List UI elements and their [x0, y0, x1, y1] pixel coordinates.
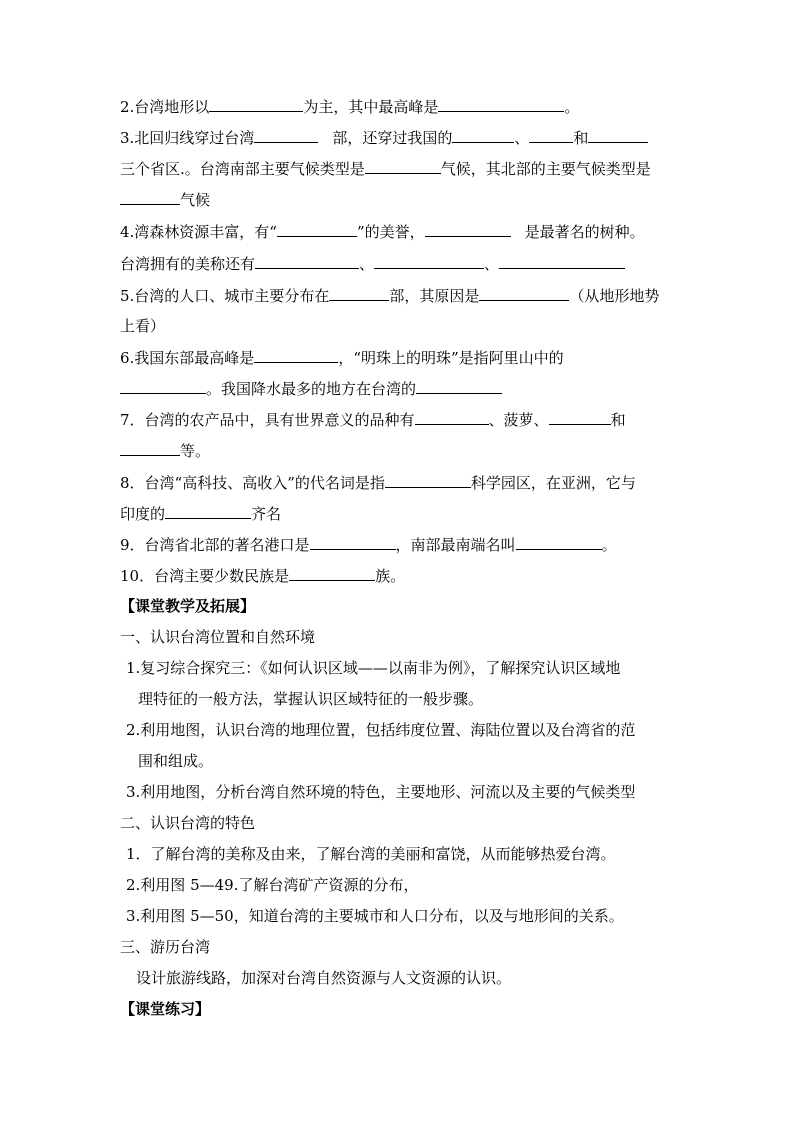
blank[interactable]: [289, 565, 375, 581]
blank[interactable]: [254, 127, 318, 143]
question-7-cont: 等。: [120, 440, 210, 461]
blank[interactable]: [310, 534, 396, 550]
question-6: 6.我国东部最高峰是 ，“明珠上的明珠”是指阿里山中的: [120, 349, 564, 367]
blank[interactable]: [479, 285, 569, 301]
question-10: 10．台湾主要少数民族是 族。: [120, 567, 406, 585]
blank[interactable]: [209, 96, 303, 112]
question-2: 2.台湾地形以 为主，其中最高峰是 。: [120, 98, 580, 116]
question-5: 5.台湾的人口、城市主要分布在 部，其原因是 （从地形地势: [120, 287, 660, 305]
blank[interactable]: [385, 472, 471, 488]
section-heading: 【课堂练习】: [120, 1000, 211, 1018]
list-item: 3.利用地图，分析台湾自然环境的特色，主要地形、河流以及主要的气候类型: [126, 783, 636, 801]
question-3-cont: 三个省区.。台湾南部主要气候类型是 气候，其北部的主要气候类型是: [120, 160, 651, 178]
list-item: 1.复习综合探究三：《如何认识区域——以南非为例》，了解探究认识区域地: [126, 659, 621, 677]
blank[interactable]: [499, 253, 625, 269]
blank[interactable]: [165, 503, 251, 519]
question-9: 9．台湾省北部的著名港口是 ，南部最南端名叫 。: [120, 536, 617, 554]
list-item: 2.利用地图，认识台湾的地理位置，包括纬度位置、海陆位置以及台湾省的范: [126, 721, 636, 739]
blank[interactable]: [415, 409, 489, 425]
blank[interactable]: [516, 534, 602, 550]
blank[interactable]: [452, 127, 514, 143]
blank[interactable]: [425, 221, 511, 237]
list-item-cont: 围和组成。: [138, 752, 214, 770]
question-8: 8．台湾“高科技、高收入”的代名词是指 科学园区，在亚洲，它与: [120, 474, 636, 492]
question-5-cont: 上看）: [120, 317, 166, 335]
section-heading: 【课堂教学及拓展】: [120, 597, 256, 615]
blank[interactable]: [416, 378, 502, 394]
blank[interactable]: [277, 221, 357, 237]
question-3-cont: 气候: [120, 189, 210, 210]
blank[interactable]: [329, 285, 389, 301]
question-7: 7．台湾的农产品中，具有世界意义的品种有 、菠萝、 和: [120, 411, 626, 429]
list-item-cont: 理特征的一般方法，掌握认识区域特征的一般步骤。: [138, 690, 484, 708]
question-6-cont: 。我国降水最多的地方在台湾的: [120, 378, 502, 399]
subsection-title: 一、认识台湾位置和自然环境: [120, 628, 316, 646]
question-4: 4.湾森林资源丰富，有“ ”的美誉， 是最著名的树种。: [120, 223, 645, 241]
paragraph: 设计旅游线路，加深对台湾自然资源与人文资源的认识。: [136, 969, 512, 987]
blank[interactable]: [365, 158, 441, 174]
blank[interactable]: [255, 253, 359, 269]
blank[interactable]: [120, 440, 180, 456]
question-8-cont: 印度的 齐名: [120, 505, 282, 523]
blank[interactable]: [120, 189, 180, 205]
blank[interactable]: [588, 127, 648, 143]
blank[interactable]: [120, 378, 206, 394]
blank[interactable]: [254, 347, 338, 363]
question-3: 3.北回归线穿过台湾 部，还穿过我国的 、 和: [120, 127, 648, 148]
list-item: 3.利用图 5—50，知道台湾的主要城市和人口分布，以及与地形间的关系。: [126, 907, 624, 925]
blank[interactable]: [549, 409, 611, 425]
blank[interactable]: [374, 253, 484, 269]
subsection-title: 二、认识台湾的特色: [120, 814, 256, 832]
blank[interactable]: [529, 127, 573, 143]
subsection-title: 三、游历台湾: [120, 938, 211, 956]
list-item: 2.利用图 5—49.了解台湾矿产资源的分布，: [126, 876, 419, 894]
list-item: 1．了解台湾的美称及由来，了解台湾的美丽和富饶，从而能够热爱台湾。: [126, 845, 616, 863]
question-4-cont: 台湾拥有的美称还有 、 、: [120, 253, 625, 274]
blank[interactable]: [438, 96, 564, 112]
